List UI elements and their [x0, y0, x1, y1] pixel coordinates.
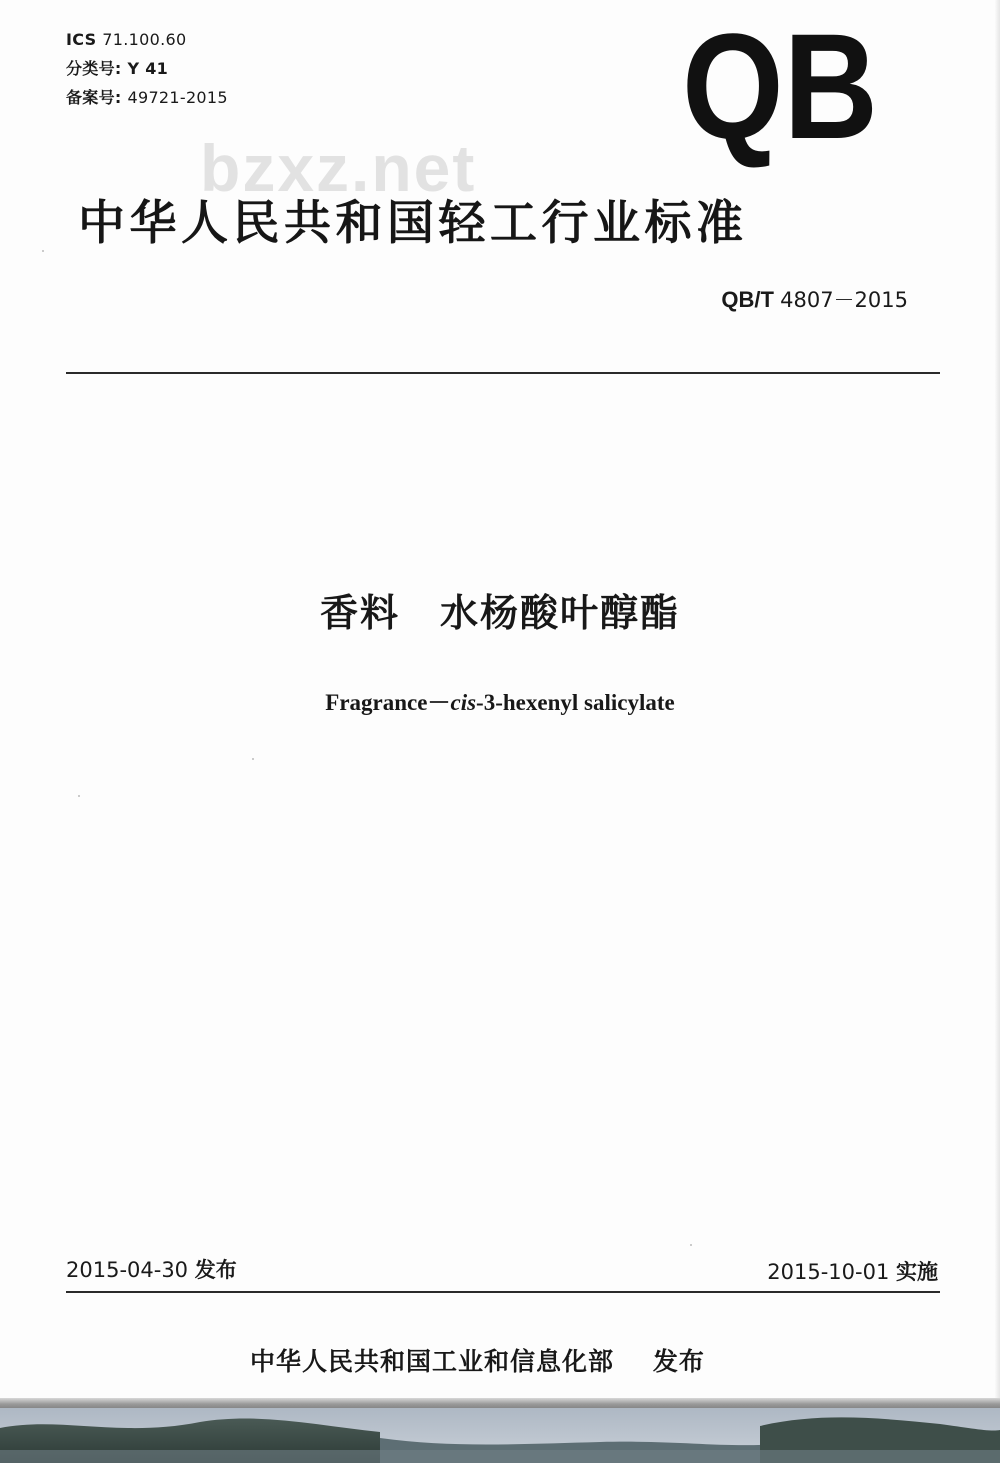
classification-label: 分类号: [66, 59, 122, 78]
qb-logo-text: QB [682, 2, 878, 170]
watermark-text: bzxz.net [200, 131, 477, 205]
english-title [0, 684, 1000, 717]
scan-speck [252, 758, 254, 760]
publisher-action: 发布 [652, 1347, 705, 1376]
standard-code: 4807－2015 [780, 288, 908, 312]
effective-date: 2015-10-01 [767, 1260, 890, 1284]
scan-speck [690, 1244, 692, 1246]
effective-suffix: 实施 [896, 1260, 938, 1284]
standard-prefix: QB/T [721, 287, 774, 312]
standard-category-title: 中华人民共和国轻工行业标准 [78, 196, 748, 251]
ics-label: ICS [66, 30, 97, 49]
record-label: 备案号: [66, 88, 122, 107]
publisher-line [250, 1342, 705, 1378]
background-landscape-image [0, 1408, 1000, 1463]
page-edge-shadow [994, 0, 1000, 1405]
classification-value: Y 41 [127, 59, 169, 78]
scan-speck [78, 795, 80, 797]
publisher-name: 中华人民共和国工业和信息化部 [250, 1347, 615, 1376]
issue-date-line [66, 1254, 237, 1284]
record-value: 49721-2015 [127, 88, 228, 107]
english-title-italic: cis [450, 690, 477, 715]
qb-logo [682, 2, 882, 170]
effective-date-line [767, 1256, 938, 1286]
issue-suffix: 发布 [194, 1258, 237, 1282]
bottom-divider [66, 1291, 940, 1293]
english-title-prefix: Fragrance－ [325, 690, 451, 715]
top-divider [66, 372, 940, 374]
ics-line [66, 30, 186, 50]
classification-line [66, 59, 168, 79]
ics-value: 71.100.60 [102, 30, 187, 49]
english-title-suffix: -3-hexenyl salicylate [476, 690, 675, 715]
standard-number [721, 284, 908, 314]
record-line [66, 88, 228, 108]
scan-speck [42, 250, 44, 252]
chinese-title: 香料 水杨酸叶醇酯 [319, 591, 680, 635]
issue-date: 2015-04-30 [66, 1258, 189, 1282]
